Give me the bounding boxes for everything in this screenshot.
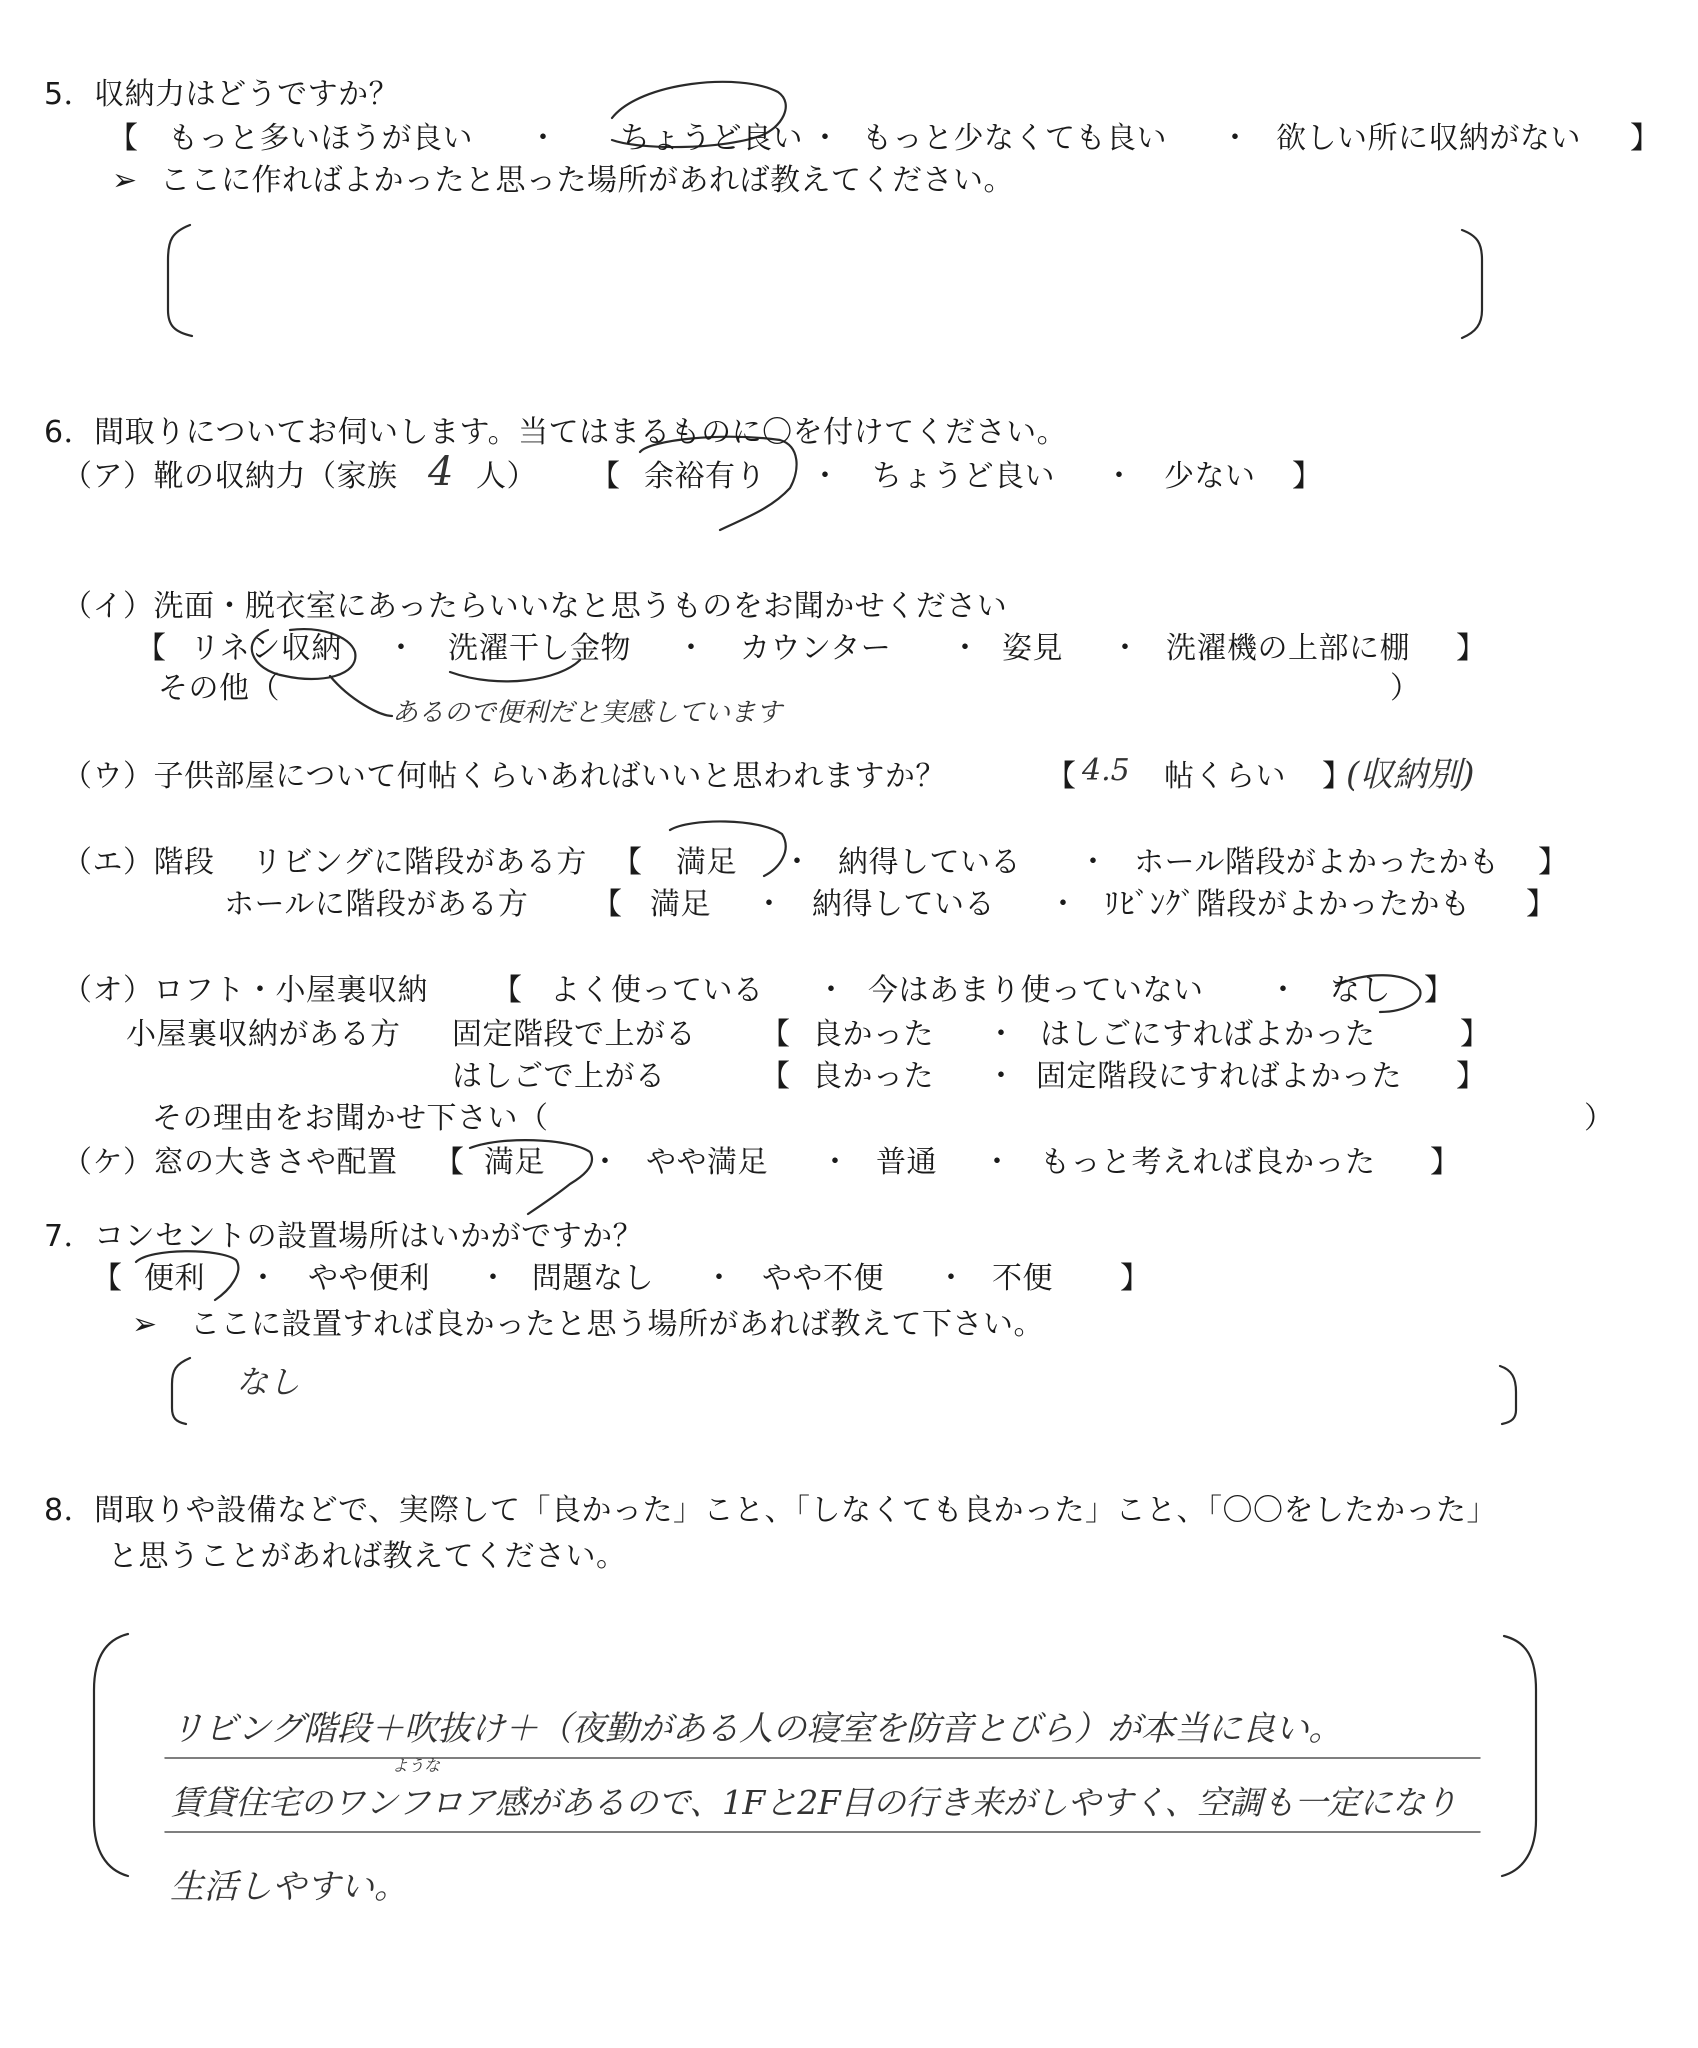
q5-option-more[interactable]: もっと多いほうが良い bbox=[168, 121, 473, 156]
q7-separator-2: ・ bbox=[478, 1261, 509, 1296]
q6a-option-just-right[interactable]: ちょうど良い bbox=[872, 459, 1055, 494]
q7-arrow-icon: ➢ bbox=[132, 1307, 158, 1342]
q7-option-somewhat-convenient[interactable]: やや便利 bbox=[308, 1261, 430, 1296]
q6e-row1-open: 【 bbox=[612, 845, 643, 880]
q5-separator-1: ・ bbox=[528, 121, 559, 156]
q6ke-label: （ケ）窓の大きさや配置 bbox=[62, 1145, 398, 1180]
q6e-row2-option-living[interactable]: ﾘﾋﾞﾝｸﾞ階段がよかったかも bbox=[1104, 887, 1471, 922]
q6e-row1-option-hall[interactable]: ホール階段がよかったかも bbox=[1134, 845, 1500, 880]
q6ke-open: 【 bbox=[434, 1145, 465, 1180]
q6ke-option-normal[interactable]: 普通 bbox=[876, 1145, 937, 1180]
q6o-reason-label: その理由をお聞かせ下さい（ bbox=[152, 1101, 549, 1136]
q6i-separator-4: ・ bbox=[1110, 631, 1141, 666]
q6e-row2-close: 】 bbox=[1526, 887, 1557, 922]
q6o-option-rarely[interactable]: 今はあまり使っていない bbox=[868, 973, 1204, 1008]
q8-answer-small-note: ような bbox=[392, 1756, 441, 1775]
q6i-option-counter[interactable]: カウンター bbox=[740, 631, 892, 666]
q6o-fixed-label: 固定階段で上がる bbox=[452, 1017, 696, 1052]
q6u-value: 4.5 bbox=[1082, 753, 1130, 788]
q6o-option-none[interactable]: なし bbox=[1330, 973, 1391, 1008]
q6a-option-few[interactable]: 少ない bbox=[1164, 459, 1256, 494]
q6e-label: （エ）階段 bbox=[62, 845, 215, 880]
q6i-separator-1: ・ bbox=[386, 631, 417, 666]
q8-title: 8．間取りや設備などで、実際して「良かった」こと、「しなくても良かった」こと、「〇〇をしたかった」 bbox=[44, 1493, 1497, 1528]
q7-close: 】 bbox=[1120, 1261, 1151, 1296]
q8-title-line2: と思うことがあれば教えてください。 bbox=[108, 1539, 627, 1574]
q5-option-less[interactable]: もっと少なくても良い bbox=[862, 121, 1167, 156]
q6o-fixed-option-ladder[interactable]: はしごにすればよかった bbox=[1040, 1017, 1376, 1052]
q6ke-separator-3: ・ bbox=[982, 1145, 1013, 1180]
q6i-option-mirror[interactable]: 姿見 bbox=[1002, 631, 1063, 666]
q6a-separator-1: ・ bbox=[810, 459, 841, 494]
q6u-unit: 帖くらい bbox=[1164, 759, 1286, 794]
q6ke-separator-2: ・ bbox=[820, 1145, 851, 1180]
q6o-fixed-option-good[interactable]: 良かった bbox=[812, 1017, 934, 1052]
bracket-q5-right bbox=[1462, 230, 1482, 338]
q6e-row1-separator-2: ・ bbox=[1078, 845, 1109, 880]
q6u-label: （ウ）子供部屋について何帖くらいあればいいと思われますか？ bbox=[62, 759, 946, 794]
q6o-ladder-open: 【 bbox=[760, 1059, 791, 1094]
q6o-open: 【 bbox=[492, 973, 523, 1008]
q6o-option-often[interactable]: よく使っている bbox=[550, 973, 764, 1008]
q6a-open-bracket: 【 bbox=[590, 459, 621, 494]
q8-answer-line1: リビング階段＋吹抜け＋（夜勤がある人の寝室を防音とびら）が本当に良い。 bbox=[170, 1709, 1342, 1749]
q7-separator-3: ・ bbox=[704, 1261, 735, 1296]
bracket-q8-right bbox=[1502, 1636, 1536, 1876]
q7-option-somewhat-inconvenient[interactable]: やや不便 bbox=[762, 1261, 884, 1296]
circle-mark-6i-2 bbox=[330, 676, 392, 716]
q6i-other-label: その他（ bbox=[158, 671, 280, 706]
q6e-row2-option-accepted[interactable]: 納得している bbox=[812, 887, 995, 922]
q5-option-none[interactable]: 欲しい所に収納がない bbox=[1276, 121, 1581, 156]
q6a-separator-2: ・ bbox=[1104, 459, 1135, 494]
q6e-row1-label: リビングに階段がある方 bbox=[252, 845, 587, 880]
q7-open: 【 bbox=[92, 1261, 123, 1296]
q6ke-close: 】 bbox=[1430, 1145, 1461, 1180]
q7-option-convenient[interactable]: 便利 bbox=[144, 1261, 205, 1296]
q6ke-option-should-think[interactable]: もっと考えれば良かった bbox=[1040, 1145, 1376, 1180]
q6ke-separator-1: ・ bbox=[590, 1145, 621, 1180]
q6o-ladder-close: 】 bbox=[1456, 1059, 1487, 1094]
q6a-option-plenty[interactable]: 余裕有り bbox=[644, 459, 766, 494]
q7-title: 7．コンセントの設置場所はいかがですか？ bbox=[44, 1219, 644, 1254]
q7-answer: なし bbox=[236, 1363, 301, 1401]
bracket-q8-left bbox=[94, 1634, 128, 1876]
bracket-q7-right bbox=[1500, 1366, 1516, 1424]
q5-arrow-icon: ➢ bbox=[112, 163, 138, 198]
q6i-other-handwritten: あるので便利だと実感しています bbox=[392, 698, 783, 728]
q6o-ladder-label: はしごで上がる bbox=[452, 1059, 666, 1094]
q5-open-bracket: 【 bbox=[108, 121, 139, 156]
q6i-separator-2: ・ bbox=[676, 631, 707, 666]
q6e-row1-option-satisfied[interactable]: 満足 bbox=[676, 845, 737, 880]
q6u-note: (収納別) bbox=[1346, 755, 1475, 795]
q5-separator-3: ・ bbox=[1220, 121, 1251, 156]
bracket-q7-left bbox=[172, 1358, 190, 1424]
q6e-row1-close: 】 bbox=[1538, 845, 1569, 880]
q6o-fixed-open: 【 bbox=[760, 1017, 791, 1052]
q6o-ladder-option-good[interactable]: 良かった bbox=[812, 1059, 934, 1094]
q5-option-just-right[interactable]: ちょうど良い bbox=[620, 121, 803, 156]
q6o-ladder-separator: ・ bbox=[986, 1059, 1017, 1094]
q6o-close: 】 bbox=[1424, 973, 1455, 1008]
bracket-q5-left bbox=[168, 225, 192, 336]
q6o-reason-close: ） bbox=[1584, 1101, 1615, 1136]
q6e-row2-separator-2: ・ bbox=[1048, 887, 1079, 922]
q6o-fixed-close: 】 bbox=[1460, 1017, 1491, 1052]
q6a-label: （ア）靴の収納力（家族 bbox=[62, 459, 398, 494]
q6i-option-shelf[interactable]: 洗濯機の上部に棚 bbox=[1166, 631, 1410, 666]
q6e-row2-separator-1: ・ bbox=[754, 887, 785, 922]
q7-option-inconvenient[interactable]: 不便 bbox=[992, 1261, 1053, 1296]
q6e-row2-label: ホールに階段がある方 bbox=[224, 887, 529, 922]
q6e-row1-option-accepted[interactable]: 納得している bbox=[838, 845, 1021, 880]
q7-separator-1: ・ bbox=[248, 1261, 279, 1296]
q6u-open-bracket: 【 bbox=[1046, 759, 1077, 794]
q6a-family-count: 4 bbox=[428, 449, 454, 495]
q6o-separator-2: ・ bbox=[1268, 973, 1299, 1008]
q7-subquestion: ここに設置すれば良かったと思う場所があれば教えて下さい。 bbox=[190, 1307, 1044, 1342]
q5-close-bracket: 】 bbox=[1630, 121, 1661, 156]
q6i-label: （イ）洗面・脱衣室にあったらいいなと思うものをお聞かせください bbox=[62, 589, 1008, 624]
q6o-separator-1: ・ bbox=[816, 973, 847, 1008]
q6e-row2-open: 【 bbox=[592, 887, 623, 922]
q6o-sub-label: 小屋裏収納がある方 bbox=[126, 1017, 401, 1052]
q6i-separator-3: ・ bbox=[950, 631, 981, 666]
q6i-close-bracket: 】 bbox=[1456, 631, 1487, 666]
q8-answer-line2: 賃貸住宅のワンフロア感があるので、1Fと2F目の行き来がしやすく、空調も一定になり bbox=[170, 1783, 1457, 1822]
q5-title: 5．収納力はどうですか？ bbox=[44, 77, 400, 112]
q6ke-option-somewhat[interactable]: やや満足 bbox=[646, 1145, 768, 1180]
q6a-close-bracket: 】 bbox=[1292, 459, 1323, 494]
q6i-other-close: ） bbox=[1390, 671, 1421, 706]
q6o-label: （オ）ロフト・小屋裏収納 bbox=[62, 973, 428, 1008]
q7-option-no-problem[interactable]: 問題なし bbox=[532, 1261, 654, 1296]
q6i-open-bracket: 【 bbox=[136, 631, 167, 666]
q6a-unit: 人） bbox=[476, 459, 537, 494]
q6i-option-laundry-hanger[interactable]: 洗濯干し金物 bbox=[448, 631, 631, 666]
q6i-option-linen[interactable]: リネン収納 bbox=[190, 631, 342, 666]
q7-separator-4: ・ bbox=[936, 1261, 967, 1296]
q6-title: 6．間取りについてお伺いします。当てはまるものに〇を付けてください。 bbox=[44, 415, 1068, 450]
q6o-fixed-separator: ・ bbox=[986, 1017, 1017, 1052]
q6o-ladder-option-fixed[interactable]: 固定階段にすればよかった bbox=[1036, 1059, 1402, 1094]
q6ke-option-satisfied[interactable]: 満足 bbox=[484, 1145, 545, 1180]
q5-separator-2: ・ bbox=[810, 121, 841, 156]
q8-answer-line3: 生活しやすい。 bbox=[170, 1867, 408, 1907]
q6u-close-bracket: 】 bbox=[1322, 759, 1353, 794]
q5-subquestion: ここに作ればよかったと思った場所があれば教えてください。 bbox=[160, 163, 1014, 198]
q6e-row1-separator-1: ・ bbox=[782, 845, 813, 880]
q6e-row2-option-satisfied[interactable]: 満足 bbox=[650, 887, 711, 922]
